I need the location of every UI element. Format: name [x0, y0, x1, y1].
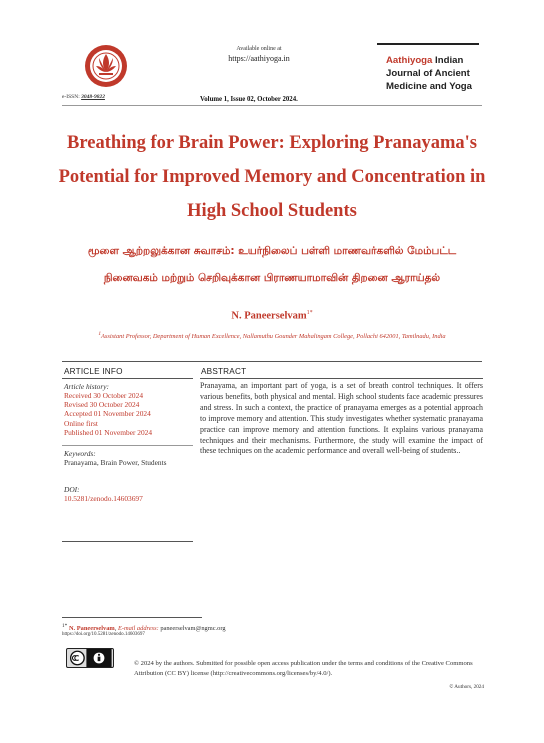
abstract-text: Pranayama, an important part of yoga, is a set of breath control techniques. It offers various benefits, both physical and mental. High school students face academic pressures and stress. In such a context, the practice of pranayama emerges as a potential approach to improve memory and attention. This study investigates whether systematic pranayama practice can improve memory and attention functions. It explains various pranayama techniques and their mechanisms. Furthermore, the study will examine the impact of these techniques on the academic performance and overall well-being of students..	[200, 381, 483, 456]
available-online-text: Available online at	[236, 46, 282, 52]
author-name	[60, 310, 484, 322]
author-sup: 1*	[306, 310, 313, 316]
doi-link[interactable]: 10.5281/zenodo.14603697	[64, 494, 143, 503]
author-name-text: N. Paneerselvam	[231, 310, 307, 322]
article-history-label: Article history:	[64, 382, 109, 391]
section-top-rule	[62, 361, 482, 362]
footnote-sup: 1*	[62, 623, 68, 629]
journal-name-line3: Medicine and Yoga	[386, 81, 473, 92]
history-published: Published 01 November 2024	[64, 427, 153, 437]
journal-logo-icon	[84, 44, 128, 88]
affiliation-sup: 1	[98, 331, 102, 337]
website-link[interactable]: https://aathiyoga.in	[228, 54, 290, 63]
affiliation-text: Assistant Professor, Department of Human Excellence, Nallamuthu Gounder Mahalingam College, Pollachi 642001, Tamilnadu, India	[101, 333, 446, 341]
email-label: E-mail address:	[117, 625, 159, 633]
paper-title: Breathing for Brain Power: Exploring Pranayama's Potential for Improved Memory and Concentration in High School Students	[58, 133, 486, 221]
issn-number: 3048-9822	[81, 94, 105, 100]
journal-brand: Aathiyoga	[386, 55, 433, 66]
history-received: Received 30 October 2024	[64, 391, 144, 400]
article-info-bottom-rule	[62, 541, 193, 542]
history-accepted: Accepted 01 November 2024	[64, 409, 151, 419]
journal-name-line1	[386, 54, 463, 67]
author-affiliation	[62, 329, 482, 342]
article-info-heading: ARTICLE INFO	[64, 367, 123, 376]
history-divider	[62, 445, 193, 446]
article-info-rule	[62, 378, 193, 379]
abstract-rule	[200, 378, 483, 379]
footnote-rule	[62, 617, 202, 618]
license-text: © 2024 by the authors. Submitted for possible open access publication under the terms and conditions of the Creative Commons Attribution (CC BY) license (http://creativecommons.org/licenses/by/4.0/).	[134, 660, 473, 677]
tamil-title: மூளை ஆற்றலுக்கான சுவாசம்: உயர்நிலைப் பள்ளி மாணவர்களில் மேம்பட்ட நினைவகம் மற்றும் செறிவுக்கான பிராணயாமாவின் திறனை ஆராய்தல்	[87, 245, 457, 284]
journal-line1-rest: Indian	[432, 55, 464, 66]
email-address[interactable]: paneerselvam@ngmc.org	[160, 625, 226, 633]
header-divider	[62, 105, 482, 106]
doi-block	[64, 485, 194, 503]
keywords-label: Keywords:	[64, 449, 96, 458]
abstract-heading: ABSTRACT	[201, 367, 247, 376]
journal-name-line2: Journal of Ancient	[386, 68, 470, 79]
keywords-block	[64, 449, 194, 467]
history-revised: Revised 30 October 2024	[64, 400, 140, 410]
history-online-first: Online first	[64, 418, 98, 428]
doi-label: DOI:	[64, 485, 80, 494]
issn-label: e-ISSN:	[62, 94, 80, 100]
issn	[62, 94, 105, 100]
footnote-doi-url[interactable]: https://doi.org/10.5281/zenodo.14603697	[62, 632, 145, 637]
volume-issue: Volume 1, Issue 02, October 2024.	[200, 96, 298, 103]
footnote-author-name: N. Paneerselvam	[68, 625, 115, 633]
cc-by-license-icon	[66, 648, 114, 668]
article-history	[64, 382, 194, 437]
corresponding-author: $^{1*}$ N. Paneerselvam, E-mail address: paneerselvam@ngmc.org	[62, 623, 226, 633]
keywords-text: Pranayama, Brain Power, Students	[64, 458, 167, 467]
copyright-note: © Authors, 2024	[449, 684, 484, 690]
